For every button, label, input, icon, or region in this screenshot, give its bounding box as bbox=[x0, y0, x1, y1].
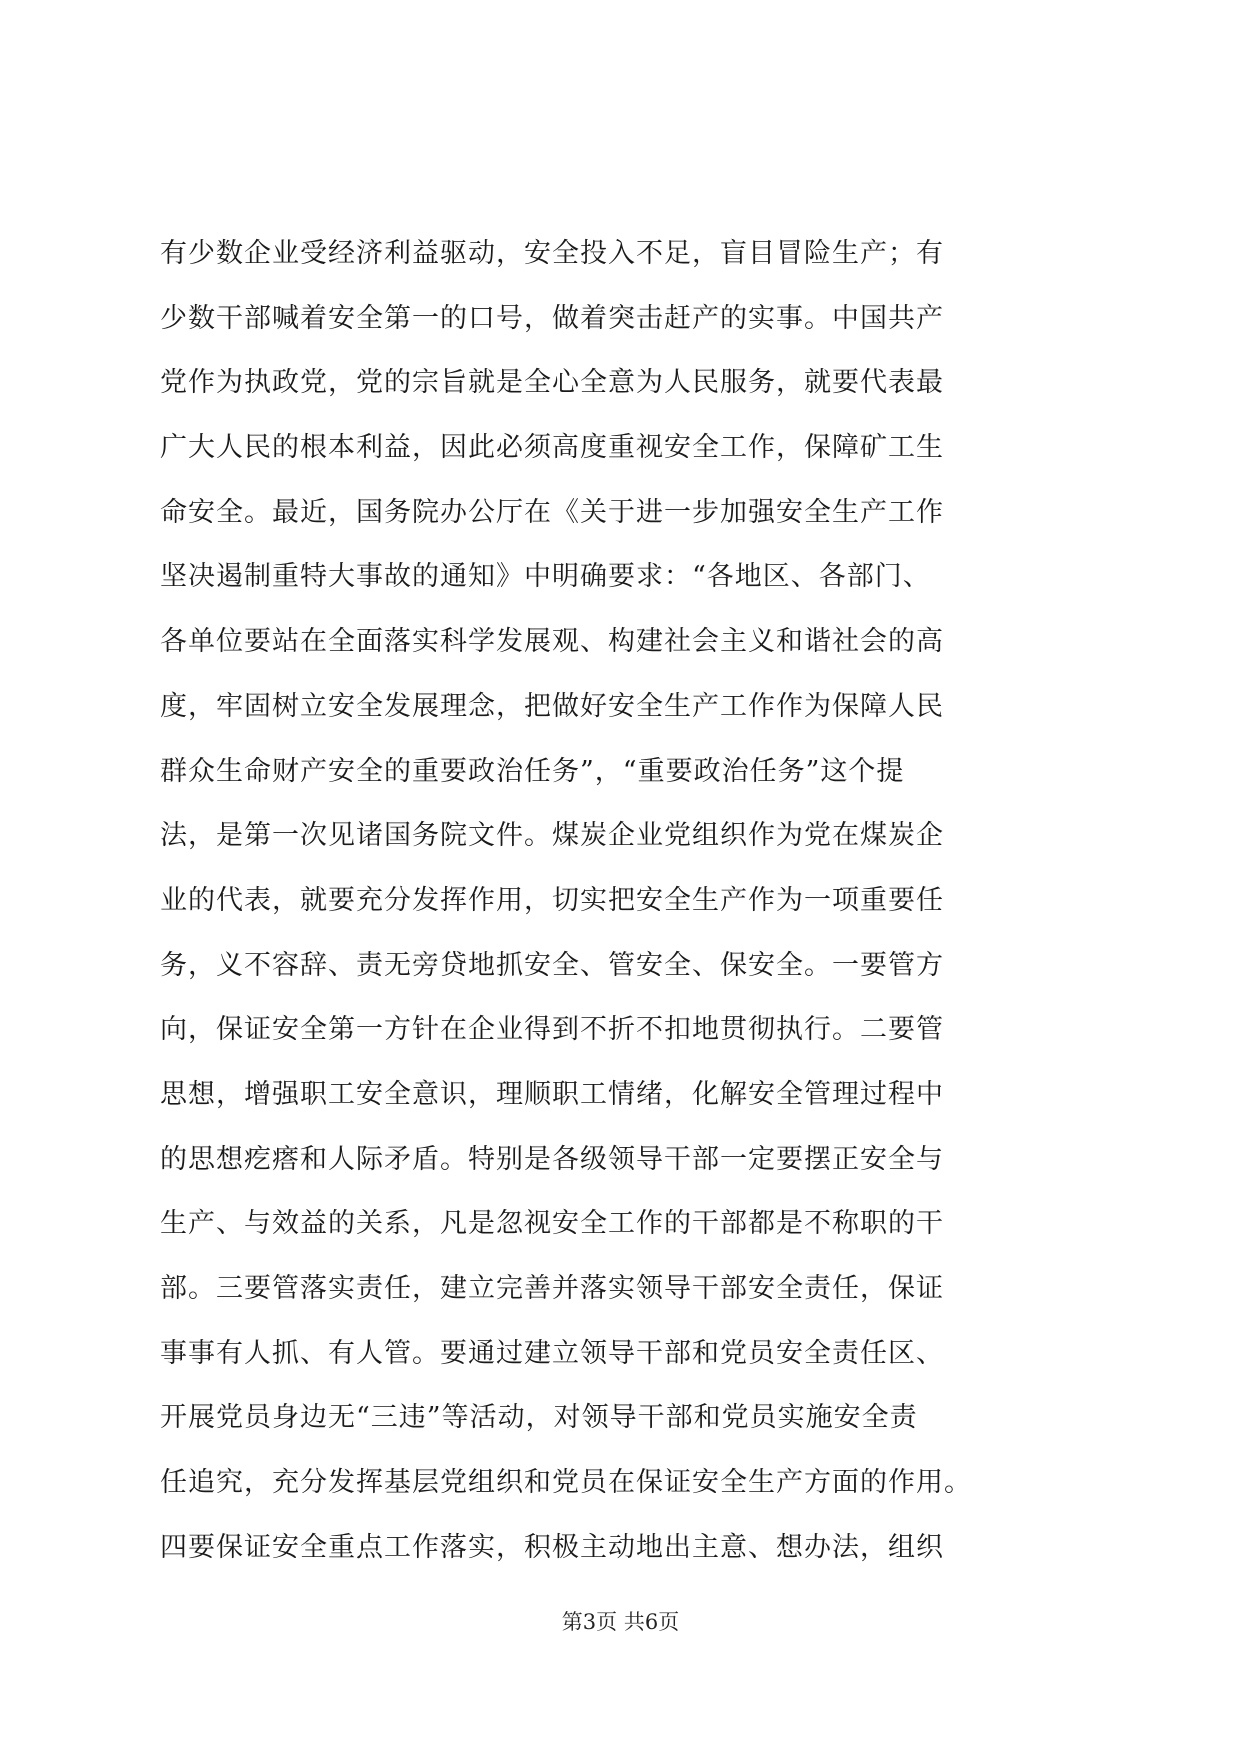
page-footer bbox=[0, 1606, 1241, 1636]
text-line: 各单位要站在全面落实科学发展观、构建社会主义和谐社会的高 bbox=[160, 626, 944, 658]
text-line: 坚决遏制重特大事故的通知》中明确要求：“各地区、各部门、 bbox=[160, 561, 931, 593]
text-line: 有少数企业受经济利益驱动，安全投入不足，盲目冒险生产；有 bbox=[160, 238, 944, 269]
text-line: 度，牢固树立安全发展理念，把做好安全生产工作作为保障人民 bbox=[160, 690, 944, 722]
text-line: 任追究，充分发挥基层党组织和党员在保证安全生产方面的作用。 bbox=[160, 1467, 972, 1499]
text-line: 的思想疙瘩和人际矛盾。特别是各级领导干部一定要摆正安全与 bbox=[160, 1143, 944, 1175]
text-line: 命安全。最近，国务院办公厅在《关于进一步加强安全生产工作 bbox=[160, 496, 944, 528]
text-line: 少数干部喊着安全第一的口号，做着突击赶产的实事。中国共产 bbox=[160, 302, 944, 334]
text-line: 广大人民的根本利益，因此必须高度重视安全工作，保障矿工生 bbox=[160, 432, 944, 464]
text-line: 业的代表，就要充分发挥作用，切实把安全生产作为一项重要任 bbox=[160, 884, 944, 916]
text-line: 部。三要管落实责任，建立完善并落实领导干部安全责任，保证 bbox=[160, 1273, 944, 1304]
text-line: 群众生命财产安全的重要政治任务”，“重要政治任务”这个提 bbox=[160, 755, 905, 787]
text-line: 务，义不容辞、责无旁贷地抓安全、管安全、保安全。一要管方 bbox=[160, 949, 944, 981]
text-line: 四要保证安全重点工作落实，积极主动地出主意、想办法，组织 bbox=[160, 1531, 944, 1563]
text-line: 党作为执政党，党的宗旨就是全心全意为人民服务，就要代表最 bbox=[160, 367, 944, 399]
text-line: 生产、与效益的关系，凡是忽视安全工作的干部都是不称职的干 bbox=[160, 1208, 944, 1240]
text-line: 法，是第一次见诸国务院文件。煤炭企业党组织作为党在煤炭企 bbox=[160, 820, 944, 852]
text-line: 开展党员身边无“三违”等活动，对领导干部和党员实施安全责 bbox=[160, 1402, 918, 1434]
text-line: 思想，增强职工安全意识，理顺职工情绪，化解安全管理过程中 bbox=[160, 1078, 944, 1110]
text-line: 事事有人抓、有人管。要通过建立领导干部和党员安全责任区、 bbox=[160, 1337, 944, 1369]
text-line: 向，保证安全第一方针在企业得到不折不扣地贯彻执行。二要管 bbox=[160, 1014, 944, 1046]
page-number-label: 第3页 共6页 bbox=[561, 1610, 680, 1634]
body-text bbox=[160, 222, 1100, 1580]
